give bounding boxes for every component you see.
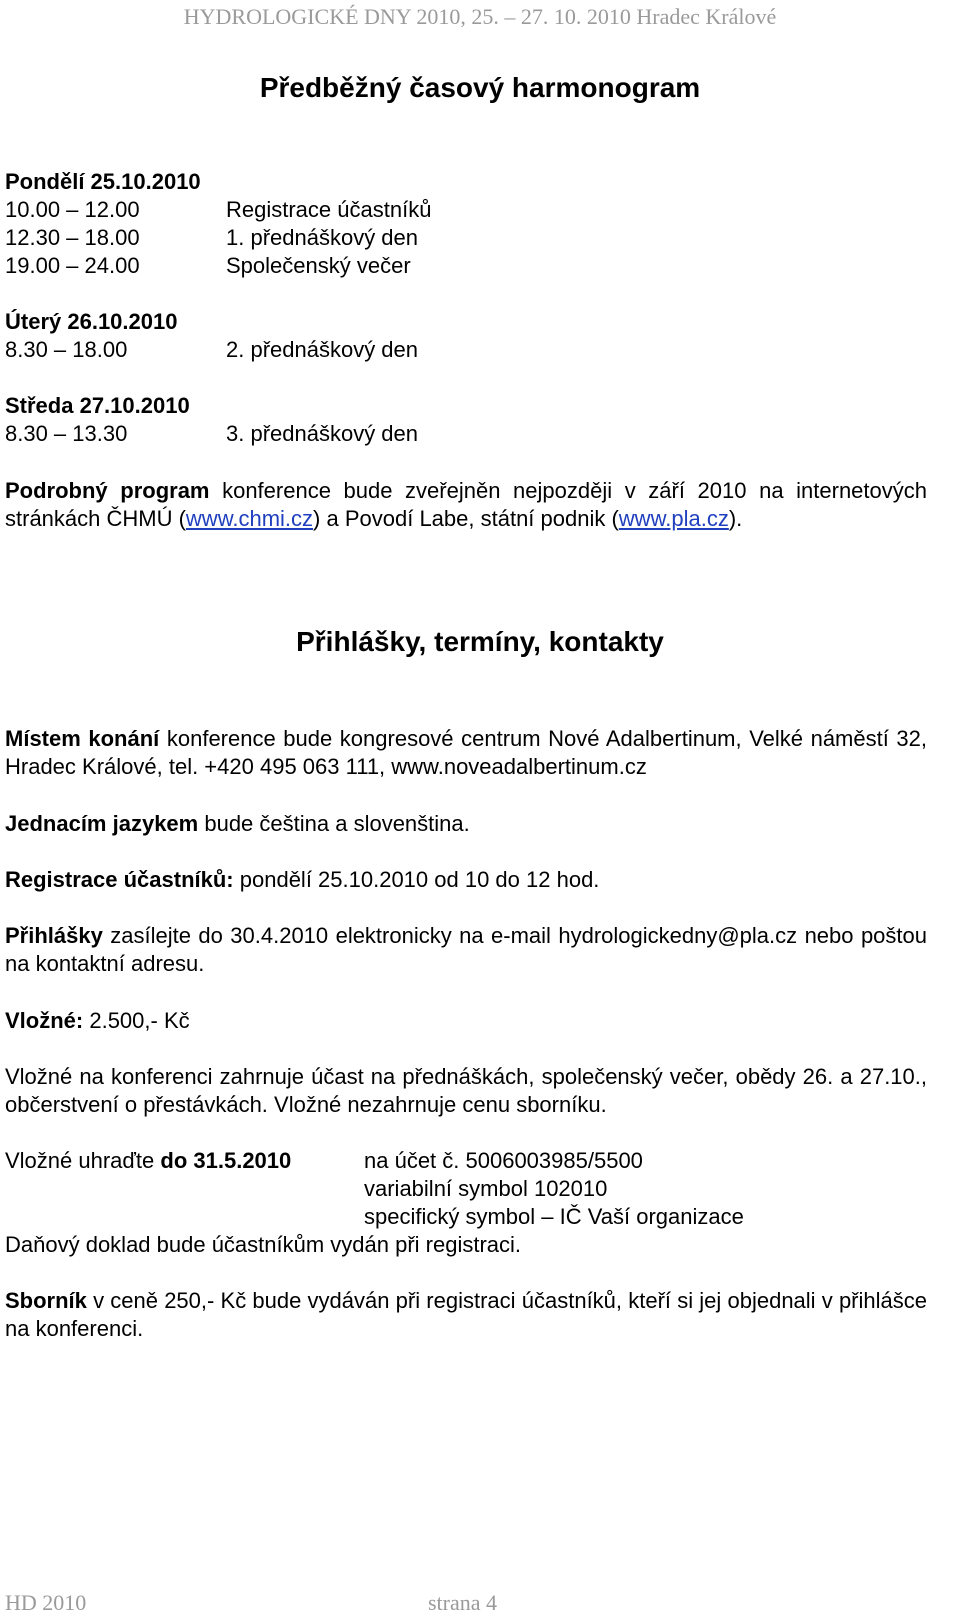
schedule-row <box>5 336 419 364</box>
schedule-time: 8.30 – 13.30 <box>5 421 128 446</box>
applications-label: Přihlášky <box>5 923 103 948</box>
venue-text: konference bude kongresové centrum Nové Adalbertinum, Velké náměstí 32, Hradec Králové, tel. +420 495 063 111, www.noveadalbertinum.cz <box>5 726 927 779</box>
schedule-time: 19.00 – 24.00 <box>5 253 140 278</box>
applications-paragraph <box>5 922 927 978</box>
program-text: ). <box>728 506 743 531</box>
schedule-row <box>5 420 419 448</box>
schedule-row <box>5 196 432 224</box>
program-text: konference bude zveřejněn nejpozději v září 2010 na internetových stránkách ČHMÚ ( <box>5 478 927 531</box>
schedule-event: Registrace účastníků <box>226 197 432 222</box>
schedule-row <box>5 252 411 280</box>
fee-includes-paragraph: Vložné na konferenci zahrnuje účast na přednáškách, společenský večer, obědy 26. a 27.10., občerstvení o přestávkách. Vložné nezahrnuje cenu sborníku. <box>5 1064 927 1117</box>
payment-deadline: do 31.5.2010 <box>160 1148 292 1173</box>
schedule-day: Středa 27.10.2010 <box>5 393 190 418</box>
language-label: Jednacím jazykem <box>5 811 199 836</box>
footer-page-number: strana 4 <box>428 1590 498 1615</box>
schedule-event: 1. přednáškový den <box>226 225 419 250</box>
page-header: HYDROLOGICKÉ DNY 2010, 25. – 27. 10. 2010 Hradec Králové <box>183 4 777 29</box>
schedule-event: 2. přednáškový den <box>226 337 419 362</box>
pla-link[interactable]: www.pla.cz <box>618 506 729 531</box>
payment-account: na účet č. 5006003985/5500 <box>364 1148 643 1173</box>
registration-text: pondělí 25.10.2010 od 10 do 12 hod. <box>233 867 600 892</box>
applications-text: zasílejte do 30.4.2010 elektronicky na e-mail hydrologickedny@pla.cz nebo poštou na kontaktní adresu. <box>5 923 927 976</box>
payment-label: Vložné uhraďte <box>5 1148 161 1173</box>
schedule-event: 3. přednáškový den <box>226 421 419 446</box>
payment-variable-symbol: variabilní symbol 102010 <box>364 1176 608 1201</box>
proceedings-label: Sborník <box>5 1288 87 1313</box>
language-line <box>5 810 470 838</box>
schedule-day: Úterý 26.10.2010 <box>5 309 178 334</box>
section-title-schedule: Předběžný časový harmonogram <box>259 72 701 103</box>
schedule-time: 12.30 – 18.00 <box>5 225 140 250</box>
footer-left: HD 2010 <box>5 1590 87 1615</box>
proceedings-text: v ceně 250,- Kč bude vydáván při registraci účastníků, kteří si jej objednali v přihlášce na konferenci. <box>5 1288 927 1341</box>
section-title-applications: Přihlášky, termíny, kontakty <box>296 626 664 657</box>
payment-line <box>5 1147 291 1175</box>
schedule-day: Pondělí 25.10.2010 <box>5 169 201 194</box>
schedule-time: 10.00 – 12.00 <box>5 197 140 222</box>
program-label: Podrobný program <box>5 478 210 503</box>
schedule-event: Společenský večer <box>226 253 411 278</box>
payment-specific-symbol: specifický symbol – IČ Vaší organizace <box>364 1204 744 1229</box>
language-text: bude čeština a slovenština. <box>198 811 470 836</box>
schedule-row <box>5 224 419 252</box>
program-paragraph <box>5 477 927 533</box>
fee-text: 2.500,- Kč <box>83 1008 190 1033</box>
chmi-link[interactable]: www.chmi.cz <box>185 506 314 531</box>
proceedings-paragraph <box>5 1287 927 1343</box>
program-text: ) a Povodí Labe, státní podnik ( <box>313 506 619 531</box>
registration-label: Registrace účastníků: <box>5 867 234 892</box>
registration-line <box>5 866 599 894</box>
venue-paragraph <box>5 725 927 781</box>
fee-line <box>5 1007 190 1035</box>
venue-label: Místem konání <box>5 726 160 751</box>
page-footer <box>5 1590 525 1616</box>
schedule-time: 8.30 – 18.00 <box>5 337 128 362</box>
fee-label: Vložné: <box>5 1008 84 1033</box>
tax-document-line: Daňový doklad bude účastníkům vydán při registraci. <box>5 1232 522 1257</box>
